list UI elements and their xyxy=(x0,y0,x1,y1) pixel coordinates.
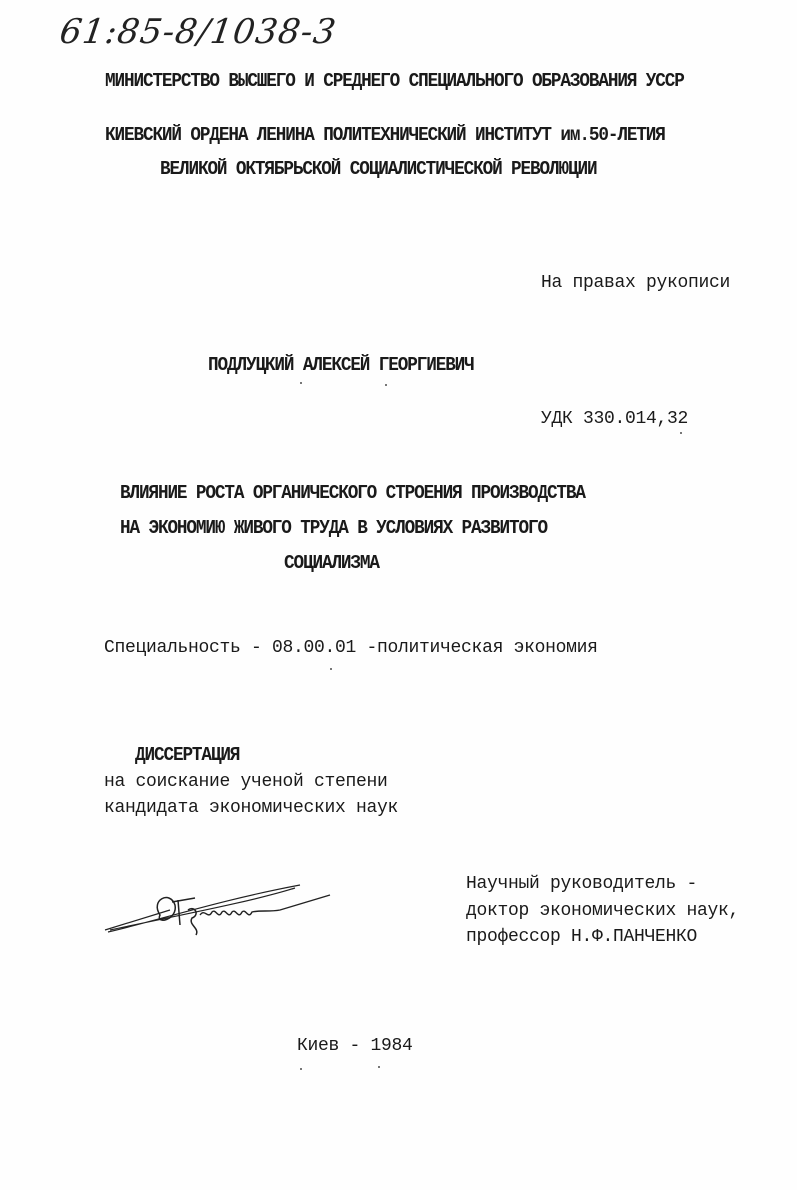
place-year: Киев - 1984 xyxy=(297,1036,413,1056)
signature-icon xyxy=(100,880,340,945)
scan-speck xyxy=(385,384,387,386)
scan-speck xyxy=(680,432,682,434)
title-line-3: СОЦИАЛИЗМА xyxy=(284,552,379,574)
dissertation-heading: ДИССЕРТАЦИЯ xyxy=(135,744,240,766)
institute-line-2: ВЕЛИКОЙ ОКТЯБРЬСКОЙ СОЦИАЛИСТИЧЕСКОЙ РЕВОЛЮЦИИ xyxy=(160,158,597,180)
manuscript-rights: На правах рукописи xyxy=(541,273,731,293)
dissertation-line-1: на соискание ученой степени xyxy=(104,772,388,792)
scan-speck xyxy=(330,668,332,670)
institute-line-1: КИЕВСКИЙ ОРДЕНА ЛЕНИНА ПОЛИТЕХНИЧЕСКИЙ ИНСТИТУТ им.50-ЛЕТИЯ xyxy=(105,124,665,146)
author-name: ПОДЛУЦКИЙ АЛЕКСЕЙ ГЕОРГИЕВИЧ xyxy=(208,354,474,376)
title-line-2: НА ЭКОНОМИЮ ЖИВОГО ТРУДА В УСЛОВИЯХ РАЗВИТОГО xyxy=(120,517,547,539)
ministry-header: МИНИСТЕРСТВО ВЫСШЕГО И СРЕДНЕГО СПЕЦИАЛЬНОГО ОБРАЗОВАНИЯ УССР xyxy=(105,70,684,92)
scan-speck xyxy=(300,382,302,384)
supervisor-line-3: профессор Н.Ф.ПАНЧЕНКО xyxy=(466,927,698,947)
title-line-1: ВЛИЯНИЕ РОСТА ОРГАНИЧЕСКОГО СТРОЕНИЯ ПРОИЗВОДСТВА xyxy=(120,482,585,504)
specialty: Специальность - 08.00.01 -политическая экономия xyxy=(104,638,598,658)
supervisor-line-2: доктор экономических наук, xyxy=(466,901,740,921)
scan-speck xyxy=(300,1068,302,1070)
archive-number: 61:85-8/1038-3 xyxy=(57,12,340,52)
udc-code: УДК 330.014,32 xyxy=(541,409,689,429)
scan-speck xyxy=(378,1066,380,1068)
supervisor-line-1: Научный руководитель - xyxy=(466,874,698,894)
dissertation-line-2: кандидата экономических наук xyxy=(104,798,399,818)
